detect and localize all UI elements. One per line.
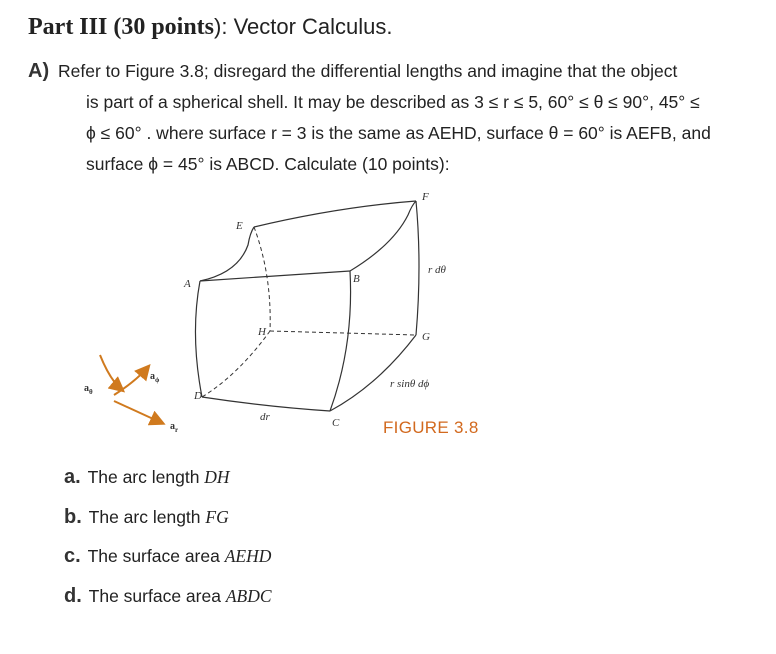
problem-statement <box>28 56 758 180</box>
edge-hg <box>270 331 416 335</box>
edge-bf <box>350 201 416 271</box>
figure-caption: FIGURE 3.8 <box>383 418 479 437</box>
problem-line-2: is part of a spherical shell. It may be described as 3 ≤ r ≤ 5, 60° ≤ θ ≤ 90°, 45° ≤ <box>86 92 700 112</box>
label-a-theta: $a_\theta$ <box>84 383 93 396</box>
part-title <box>28 14 393 41</box>
question-math: FG <box>205 506 229 527</box>
edge-ab <box>200 271 350 281</box>
problem-line-1: Refer to Figure 3.8; disregard the differential lengths and imagine that the object <box>58 61 678 81</box>
question-list <box>64 466 272 624</box>
problem-label: A) <box>28 60 50 82</box>
label-c: C <box>332 417 340 429</box>
part-title-bold: Part III (30 points <box>28 14 215 40</box>
edge-bc <box>330 271 351 411</box>
question-text: The surface area <box>87 546 225 566</box>
question-label: b. <box>64 505 82 528</box>
question-math: ABDC <box>225 585 272 606</box>
label-r-dtheta: r dθ <box>428 264 446 276</box>
question-label: a. <box>64 466 81 488</box>
label-r-sin-dphi: r sinθ dϕ <box>390 378 430 390</box>
edge-ae <box>200 227 254 281</box>
label-a-phi: $a_\phi$ <box>150 371 160 384</box>
question-text: The surface area <box>88 585 226 606</box>
arrow-a-r <box>114 401 162 423</box>
question-label: c. <box>64 545 81 567</box>
edge-fg <box>416 201 419 335</box>
arrow-a-theta <box>100 355 122 390</box>
shell-diagram <box>78 185 498 445</box>
label-e: E <box>236 220 243 232</box>
arrow-a-phi <box>114 367 148 395</box>
problem-line-4: surface ϕ = 45° is ABCD. Calculate (10 points): <box>86 154 450 174</box>
edge-gc <box>330 335 416 411</box>
question-math: DH <box>204 467 230 487</box>
problem-line-3: ϕ ≤ 60° . where surface r = 3 is the same as AEHD, surface θ = 60° is AEFB, and <box>86 123 711 143</box>
question-item-d <box>64 585 272 625</box>
question-item-a <box>64 466 272 506</box>
label-a-r: $a_r$ <box>170 421 179 434</box>
label-dr: dr <box>260 411 270 423</box>
label-d: D <box>194 390 202 402</box>
question-item-c <box>64 545 272 585</box>
edge-dc <box>202 397 330 411</box>
edge-ef <box>254 201 416 227</box>
edge-ad <box>195 281 202 397</box>
label-b: B <box>353 273 360 285</box>
label-h: H <box>258 326 266 338</box>
question-label: d. <box>64 584 82 607</box>
edge-hd <box>202 331 270 397</box>
edge-eh <box>254 227 270 331</box>
figure-3-8 <box>78 185 498 445</box>
label-f: F <box>422 191 429 203</box>
question-math: AEHD <box>224 546 272 566</box>
question-text: The arc length <box>88 506 206 527</box>
label-a: A <box>184 278 191 290</box>
question-item-b <box>64 506 272 546</box>
question-text: The arc length <box>87 467 205 487</box>
part-title-rest: ): Vector Calculus. <box>214 14 393 39</box>
label-g: G <box>422 331 430 343</box>
